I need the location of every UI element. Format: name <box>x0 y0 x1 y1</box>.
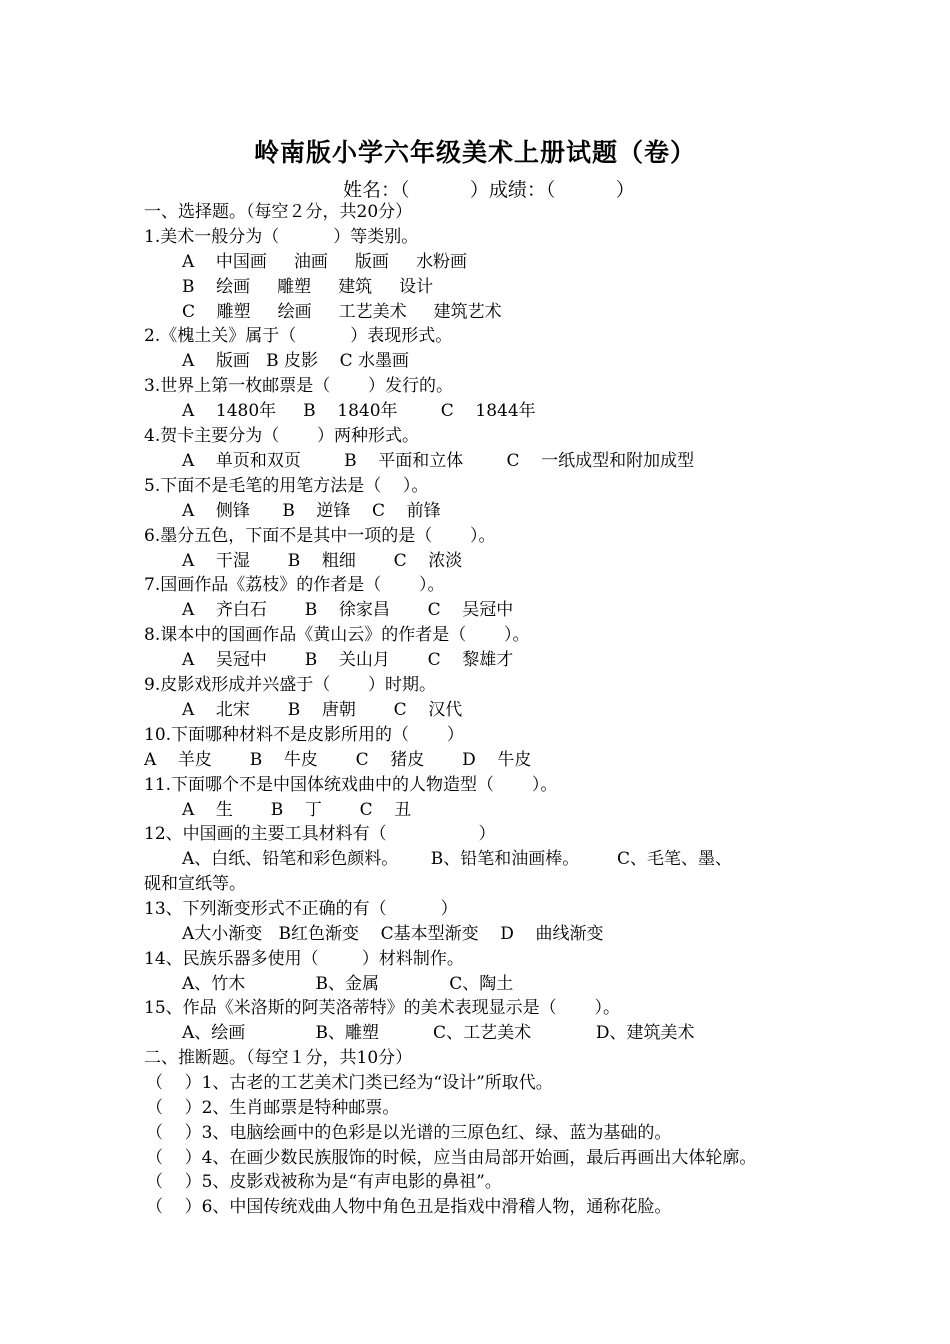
question-3: 3.世界上第一枚邮票是（ ）发行的。 <box>144 376 454 396</box>
question-1-option-c: C 雕塑 绘画 工艺美术 建筑艺术 <box>182 302 502 322</box>
question-9-options: A 北宋 B 唐朝 C 汉代 <box>182 700 463 720</box>
question-13-options: A大小渐变 B红色渐变 C基本型渐变 D 曲线渐变 <box>182 924 604 944</box>
question-11-options: A 生 B 丁 C 丑 <box>182 800 412 820</box>
question-9: 9.皮影戏形成并兴盛于（ ）时期。 <box>144 675 437 695</box>
question-13: 13、下列渐变形式不正确的有（ ） <box>144 899 458 919</box>
question-12: 12、中国画的主要工具材料有（ ） <box>144 824 496 844</box>
judgement-4: （ ）4、在画少数民族服饰的时候，应当由局部开始画，最后再画出大体轮廓。 <box>146 1148 757 1168</box>
question-6-options: A 干湿 B 粗细 C 浓淡 <box>182 551 463 571</box>
question-3-options: A 1480年 B 1840年 C 1844年 <box>182 401 536 421</box>
page-title: 岭南版小学六年级美术上册试题（卷） <box>253 138 696 167</box>
question-15: 15、作品《米洛斯的阿芙洛蒂特》的美术表现显示是（ ）。 <box>144 998 620 1018</box>
question-5: 5.下面不是毛笔的用笔方法是（ ）。 <box>144 476 429 496</box>
question-15-options: A、绘画 B、雕塑 C、工艺美术 D、建筑美术 <box>182 1023 695 1043</box>
question-7: 7.国画作品《荔枝》的作者是（ ）。 <box>144 575 445 595</box>
question-10: 10.下面哪种材料不是皮影所用的（ ） <box>144 725 464 745</box>
judgement-1: （ ）1、古老的工艺美术门类已经为“设计”所取代。 <box>146 1073 553 1093</box>
question-5-options: A 侧锋 B 逆锋 C 前锋 <box>182 501 441 521</box>
question-8: 8.课本中的国画作品《黄山云》的作者是（ ）。 <box>144 625 530 645</box>
question-2-options: A 版画 B 皮影 C 水墨画 <box>182 351 410 371</box>
question-12-options-wrap: 砚和宣纸等。 <box>144 874 246 894</box>
judgement-5: （ ）5、皮影戏被称为是“有声电影的鼻祖”。 <box>146 1172 502 1192</box>
question-7-options: A 齐白石 B 徐家昌 C 吴冠中 <box>182 600 514 620</box>
section-heading-choice: 一、选择题。（每空２分，共20分） <box>144 202 413 222</box>
question-4: 4.贺卡主要分为（ ）两种形式。 <box>144 426 420 446</box>
question-4-options: A 单页和双页 B 平面和立体 C 一纸成型和附加成型 <box>182 451 695 471</box>
name-score-line: 姓名：（ ）成绩：（ ） <box>343 179 635 201</box>
question-1: 1.美术一般分为（ ）等类别。 <box>144 227 419 247</box>
question-1-option-b: B 绘画 雕塑 建筑 设计 <box>182 277 434 297</box>
question-11: 11.下面哪个不是中国体统戏曲中的人物造型（ ）。 <box>144 775 558 795</box>
judgement-6: （ ）6、中国传统戏曲人物中角色丑是指戏中滑稽人物，通称花脸。 <box>146 1197 672 1217</box>
question-10-options: A 羊皮 B 牛皮 C 猪皮 D 牛皮 <box>144 750 532 770</box>
question-14: 14、民族乐器多使用（ ）材料制作。 <box>144 949 464 969</box>
question-2: 2.《槐土关》属于（ ）表现形式。 <box>144 326 453 346</box>
question-8-options: A 吴冠中 B 关山月 C 黎雄才 <box>182 650 514 670</box>
judgement-3: （ ）3、电脑绘画中的色彩是以光谱的三原色红、绿、蓝为基础的。 <box>146 1123 672 1143</box>
question-1-option-a: A 中国画 油画 版画 水粉画 <box>182 252 467 272</box>
judgement-2: （ ）2、生肖邮票是特种邮票。 <box>146 1098 400 1118</box>
question-6: 6.墨分五色，下面不是其中一项的是（ ）。 <box>144 526 496 546</box>
question-14-options: A、竹木 B、金属 C、陶土 <box>182 974 514 994</box>
section-heading-judgement: 二、推断题。（每空１分，共10分） <box>144 1048 413 1068</box>
question-12-options: A、白纸、铅笔和彩色颜料。 B、铅笔和油画棒。 C、毛笔、墨、 <box>182 849 733 869</box>
